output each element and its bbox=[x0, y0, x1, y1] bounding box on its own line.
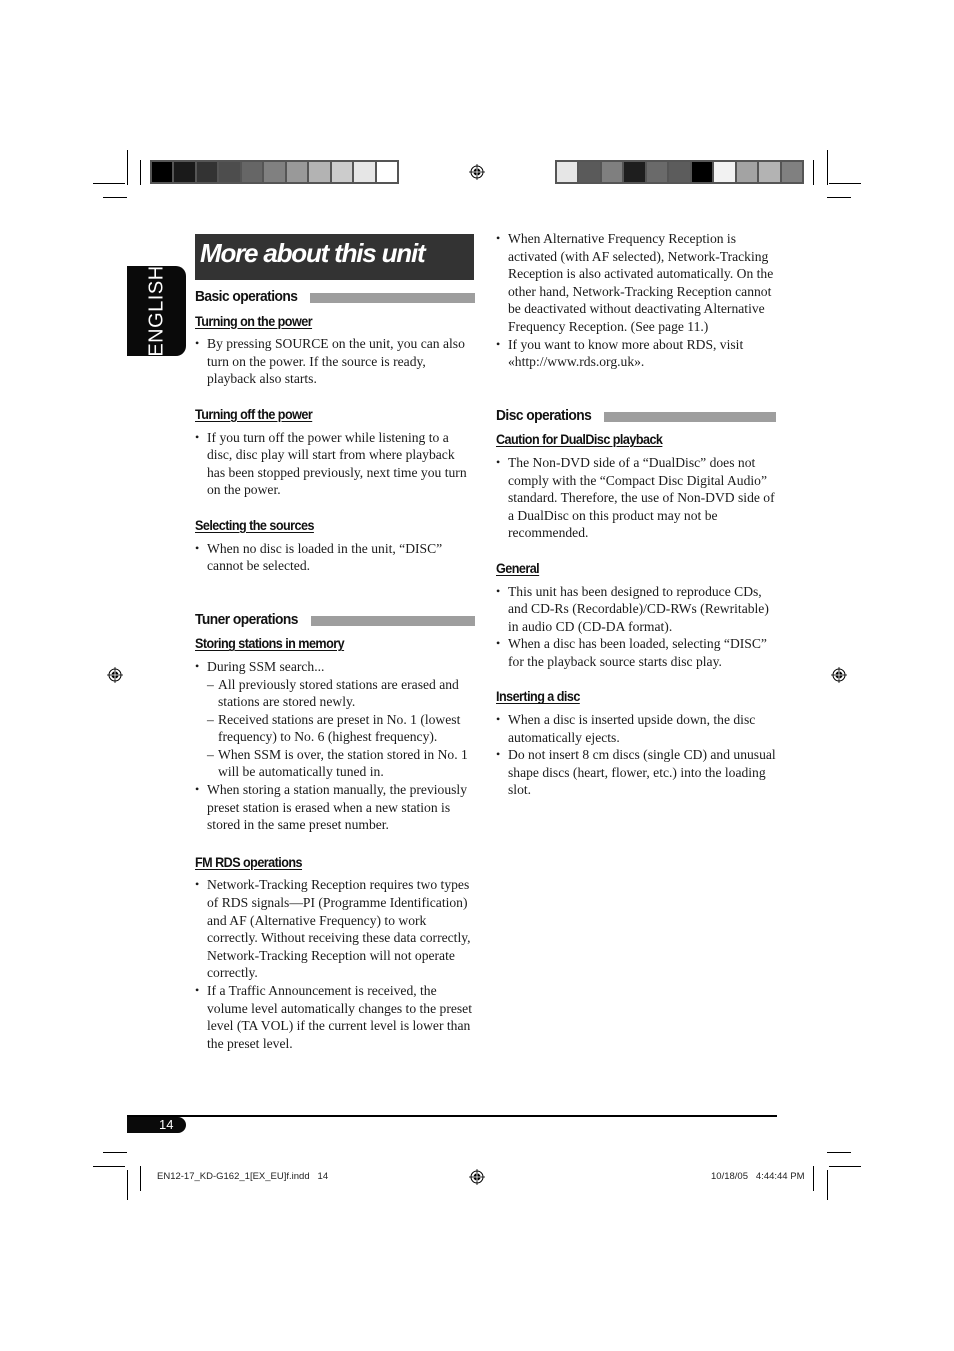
registration-mark-icon bbox=[107, 667, 123, 683]
heading-rule bbox=[311, 616, 475, 626]
registration-mark-icon bbox=[469, 164, 485, 180]
color-calibration-bar-right bbox=[555, 160, 804, 184]
bullet-list bbox=[195, 335, 475, 388]
subheading-selecting-sources: Selecting the sources bbox=[195, 516, 314, 533]
page-title: More about this unit bbox=[200, 238, 425, 268]
bullet-list bbox=[496, 711, 776, 799]
subheading-turning-on: Turning on the power bbox=[195, 312, 313, 329]
subheading-fm-rds: FM RDS operations bbox=[195, 853, 303, 870]
list-item: • When storing a station manually, the previously preset station is erased when a new station is stored in the same preset number. bbox=[195, 781, 475, 834]
list-item: – Received stations are preset in No. 1 (lowest frequency) to No. 6 (highest frequency). bbox=[207, 711, 475, 746]
language-tab bbox=[127, 266, 186, 356]
color-swatch bbox=[219, 162, 239, 182]
list-item: • Network-Tracking Reception requires two types of RDS signals—PI (Programme Identification) and AF (Alternative Frequency) to work correctly. Without receiving these data correctly, Network-Tracking Reception will not operate correctly. bbox=[195, 876, 475, 982]
color-swatch bbox=[309, 162, 329, 182]
bullet-list bbox=[195, 429, 475, 499]
color-swatch bbox=[557, 162, 577, 182]
crop-mark bbox=[140, 1166, 141, 1191]
crop-mark bbox=[103, 1152, 127, 1153]
page-number: 14 bbox=[159, 1117, 174, 1132]
color-swatch bbox=[242, 162, 262, 182]
section-heading-basic-operations: Basic operations bbox=[195, 288, 475, 306]
color-swatch bbox=[152, 162, 172, 182]
heading-rule bbox=[310, 293, 475, 303]
crop-mark bbox=[829, 1166, 861, 1167]
subheading-inserting-disc: Inserting a disc bbox=[496, 688, 580, 705]
subheading-storing-stations: Storing stations in memory bbox=[195, 635, 345, 652]
language-tab-label: ENGLISH bbox=[145, 265, 167, 357]
list-item: • When no disc is loaded in the unit, “DISC” cannot be selected. bbox=[195, 540, 475, 575]
file-slug: EN12-17_KD-G162_1[EX_EU]f.indd 14 bbox=[157, 1171, 329, 1182]
list-item: • When a disc has been loaded, selecting “DISC” for the playback source starts disc play. bbox=[496, 635, 776, 670]
color-swatch bbox=[579, 162, 599, 182]
list-item: • If you turn off the power while listening to a disc, disc play will start from where playback has been stopped previously, next time you turn on the power. bbox=[195, 429, 475, 499]
list-item: • By pressing SOURCE on the unit, you can also turn on the power. If the source is ready, playback also starts. bbox=[195, 335, 475, 388]
color-swatch bbox=[759, 162, 779, 182]
bullet-list bbox=[496, 583, 776, 671]
list-item: • When Alternative Frequency Reception is activated (with AF selected), Network-Tracking Reception is also activated automatically. On the other hand, Network-Tracking Reception cannot be deactivated without deactivating Alternative Frequency Reception. (See page 11.) bbox=[496, 230, 776, 336]
color-swatch bbox=[714, 162, 734, 182]
color-swatch bbox=[332, 162, 352, 182]
color-calibration-bar-left bbox=[150, 160, 399, 184]
crop-mark bbox=[127, 150, 128, 185]
subheading-turning-off: Turning off the power bbox=[195, 405, 313, 422]
bullet-list bbox=[195, 540, 475, 575]
color-swatch bbox=[624, 162, 644, 182]
color-swatch bbox=[287, 162, 307, 182]
color-swatch bbox=[692, 162, 712, 182]
section-heading-tuner-operations: Tuner operations bbox=[195, 611, 475, 629]
color-swatch bbox=[197, 162, 217, 182]
crop-mark bbox=[829, 183, 861, 184]
crop-mark bbox=[140, 160, 141, 185]
section-heading-disc-operations: Disc operations bbox=[496, 407, 776, 425]
page-number-tab bbox=[127, 1117, 186, 1133]
crop-mark bbox=[827, 197, 851, 198]
crop-mark bbox=[93, 183, 125, 184]
subheading-dualdisc: Caution for DualDisc playback bbox=[496, 431, 663, 448]
list-item: • When a disc is inserted upside down, the disc automatically ejects. bbox=[496, 711, 776, 746]
color-swatch bbox=[669, 162, 689, 182]
bullet-list bbox=[195, 876, 475, 1052]
crop-mark bbox=[827, 150, 828, 185]
crop-mark bbox=[103, 197, 127, 198]
right-column bbox=[496, 230, 776, 799]
print-timestamp: 10/18/05 4:44:44 PM bbox=[711, 1171, 805, 1182]
list-item: – When SSM is over, the station stored in No. 1 will be automatically tuned in. bbox=[207, 746, 475, 781]
crop-mark bbox=[813, 160, 814, 185]
color-swatch bbox=[174, 162, 194, 182]
list-item: • The Non-DVD side of a “DualDisc” does not comply with the “Compact Disc Digital Audio” standard. Therefore, the use of Non-DVD side of a DualDisc on this product may not be recommended. bbox=[496, 454, 776, 542]
color-swatch bbox=[737, 162, 757, 182]
list-item: • If a Traffic Announcement is received, the volume level automatically changes to the preset level (TA VOL) if the current level is lower than the preset level. bbox=[195, 982, 475, 1052]
color-swatch bbox=[264, 162, 284, 182]
subheading-general: General bbox=[496, 559, 540, 576]
list-item: • Do not insert 8 cm discs (single CD) and unusual shape discs (heart, flower, etc.) into the loading slot. bbox=[496, 746, 776, 799]
list-item: • This unit has been designed to reproduce CDs, and CD-Rs (Recordable)/CD-RWs (Rewritable) in audio CD (CD-DA format). bbox=[496, 583, 776, 636]
crop-mark bbox=[127, 1170, 128, 1200]
dash-list bbox=[207, 676, 475, 782]
list-item: • If you want to know more about RDS, visit «http://www.rds.org.uk». bbox=[496, 336, 776, 371]
crop-mark bbox=[93, 1166, 125, 1167]
list-item: • During SSM search... – All previously stored stations are erased and stations are stored newly. – Received stations are preset in No. 1 (lowest frequency) to No. 6 (highest frequency). – When SSM is over, the station stored in No. 1 will be automatically tuned in. bbox=[195, 658, 475, 781]
heading-rule bbox=[604, 412, 776, 422]
color-swatch bbox=[377, 162, 397, 182]
bullet-list bbox=[195, 658, 475, 834]
page-title-banner bbox=[195, 234, 474, 280]
color-swatch bbox=[602, 162, 622, 182]
color-swatch bbox=[782, 162, 802, 182]
list-item: – All previously stored stations are erased and stations are stored newly. bbox=[207, 676, 475, 711]
crop-mark bbox=[827, 1152, 851, 1153]
bullet-list bbox=[496, 230, 776, 371]
registration-mark-icon bbox=[469, 1169, 485, 1185]
color-swatch bbox=[647, 162, 667, 182]
color-swatch bbox=[354, 162, 374, 182]
bullet-list bbox=[496, 454, 776, 542]
left-column bbox=[195, 288, 475, 1052]
crop-mark bbox=[813, 1166, 814, 1191]
registration-mark-icon bbox=[831, 667, 847, 683]
footer-rule bbox=[127, 1115, 777, 1117]
crop-mark bbox=[827, 1170, 828, 1200]
